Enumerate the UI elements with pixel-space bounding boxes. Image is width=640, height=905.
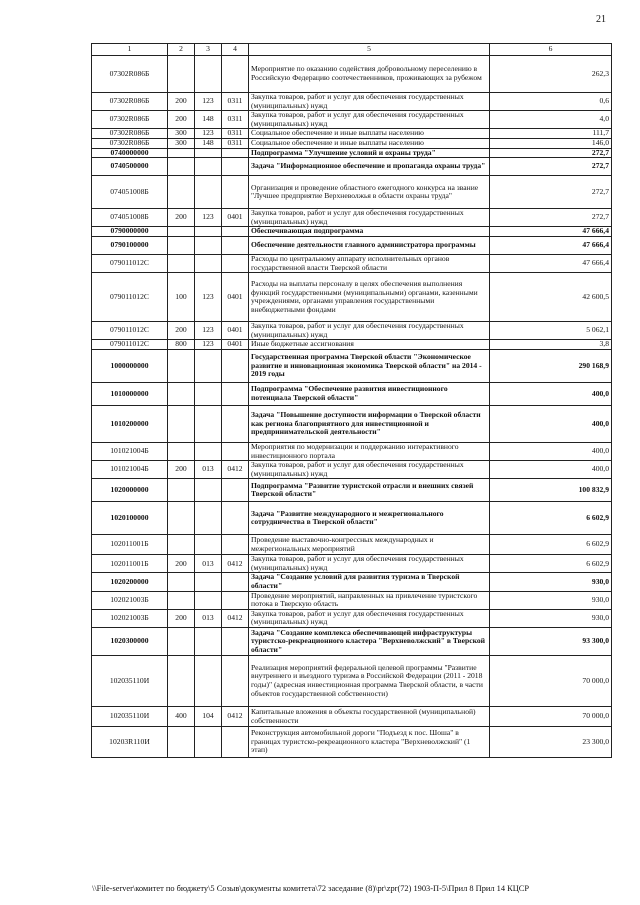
col2-cell xyxy=(168,727,195,758)
table-row xyxy=(92,209,612,227)
table-row xyxy=(92,148,612,158)
col2-cell xyxy=(168,442,195,460)
table-row xyxy=(92,727,612,758)
code-cell: 102035110И xyxy=(92,656,168,707)
name-cell: Закупка товаров, работ и услуг для обеспечения государственных (муниципальных) нужд xyxy=(249,609,490,627)
col4-cell: 0311 xyxy=(222,111,249,129)
name-cell: Капитальные вложения в объекты государственной (муниципальной) собственности xyxy=(249,707,490,727)
value-cell: 272,7 xyxy=(490,176,612,209)
code-cell: 10203R110И xyxy=(92,727,168,758)
table-row xyxy=(92,461,612,479)
code-cell: 0790100000 xyxy=(92,236,168,254)
col2-cell xyxy=(168,479,195,502)
table-row xyxy=(92,236,612,254)
value-cell: 400,0 xyxy=(490,442,612,460)
code-cell: 079011012С xyxy=(92,340,168,350)
value-cell: 4,0 xyxy=(490,111,612,129)
name-cell: Иные бюджетные ассигнования xyxy=(249,340,490,350)
col3-cell xyxy=(195,56,222,93)
table-row xyxy=(92,405,612,442)
table-row xyxy=(92,502,612,535)
code-cell: 101021004Б xyxy=(92,461,168,479)
code-cell: 079011012С xyxy=(92,322,168,340)
col3-cell xyxy=(195,442,222,460)
col3-cell xyxy=(195,591,222,609)
value-cell: 0,6 xyxy=(490,93,612,111)
table-header-row xyxy=(92,44,612,56)
col2-cell: 400 xyxy=(168,707,195,727)
name-cell: Расходы на выплаты персоналу в целях обеспечения выполнения функций государственными (муниципальными) органами, казенными учреждениями, органами управления государственными внебюджетными фондами xyxy=(249,273,490,322)
value-cell: 23 300,0 xyxy=(490,727,612,758)
value-cell: 6 602,9 xyxy=(490,502,612,535)
table-row xyxy=(92,555,612,573)
col4-cell xyxy=(222,442,249,460)
value-cell: 146,0 xyxy=(490,138,612,148)
name-cell: Закупка товаров, работ и услуг для обеспечения государственных (муниципальных) нужд xyxy=(249,322,490,340)
value-cell: 3,8 xyxy=(490,340,612,350)
code-cell: 102035110И xyxy=(92,707,168,727)
table-row xyxy=(92,322,612,340)
table-row xyxy=(92,111,612,129)
col4-cell xyxy=(222,254,249,272)
col3-cell xyxy=(195,176,222,209)
code-cell: 07302R086Б xyxy=(92,138,168,148)
code-cell: 07302R086Б xyxy=(92,56,168,93)
col3-cell: 123 xyxy=(195,340,222,350)
header-col-6: 6 xyxy=(490,44,612,56)
col3-cell xyxy=(195,148,222,158)
value-cell: 400,0 xyxy=(490,405,612,442)
value-cell: 930,0 xyxy=(490,573,612,591)
value-cell: 47 666,4 xyxy=(490,227,612,237)
table-row xyxy=(92,535,612,555)
table-row xyxy=(92,340,612,350)
col2-cell xyxy=(168,254,195,272)
name-cell: Проведение выставочно-конгрессных международных и межрегиональных мероприятий xyxy=(249,535,490,555)
name-cell: Задача "Развитие международного и межрегионального сотрудничества в Тверской области" xyxy=(249,502,490,535)
col4-cell xyxy=(222,591,249,609)
name-cell: Расходы по центральному аппарату исполнительных органов государственной власти Тверской области xyxy=(249,254,490,272)
table-row xyxy=(92,479,612,502)
col4-cell: 0401 xyxy=(222,273,249,322)
col3-cell: 123 xyxy=(195,129,222,139)
col4-cell xyxy=(222,227,249,237)
code-cell: 0790000000 xyxy=(92,227,168,237)
col4-cell xyxy=(222,628,249,656)
col2-cell: 200 xyxy=(168,93,195,111)
col3-cell xyxy=(195,382,222,405)
table-row xyxy=(92,138,612,148)
name-cell: Обеспечивающая подпрограмма xyxy=(249,227,490,237)
code-cell: 102021003Б xyxy=(92,591,168,609)
name-cell: Задача "Информационное обеспечение и пропаганда охраны труда" xyxy=(249,158,490,176)
value-cell: 111,7 xyxy=(490,129,612,139)
table-row xyxy=(92,573,612,591)
name-cell: Подпрограмма "Улучшение условий и охраны труда" xyxy=(249,148,490,158)
col4-cell xyxy=(222,148,249,158)
name-cell: Социальное обеспечение и иные выплаты населению xyxy=(249,129,490,139)
value-cell: 930,0 xyxy=(490,609,612,627)
table-row xyxy=(92,93,612,111)
col3-cell xyxy=(195,236,222,254)
table-row xyxy=(92,707,612,727)
col4-cell xyxy=(222,236,249,254)
col2-cell xyxy=(168,405,195,442)
table-row xyxy=(92,254,612,272)
header-col-4: 4 xyxy=(222,44,249,56)
col3-cell xyxy=(195,656,222,707)
col3-cell xyxy=(195,479,222,502)
col3-cell: 123 xyxy=(195,209,222,227)
col2-cell: 300 xyxy=(168,138,195,148)
table-row xyxy=(92,591,612,609)
code-cell: 1010000000 xyxy=(92,382,168,405)
col2-cell: 200 xyxy=(168,461,195,479)
value-cell: 400,0 xyxy=(490,461,612,479)
value-cell: 70 000,0 xyxy=(490,707,612,727)
col2-cell xyxy=(168,535,195,555)
col2-cell: 200 xyxy=(168,209,195,227)
table-row xyxy=(92,382,612,405)
col2-cell: 200 xyxy=(168,609,195,627)
col2-cell xyxy=(168,176,195,209)
table-row xyxy=(92,656,612,707)
name-cell: Закупка товаров, работ и услуг для обеспечения государственных (муниципальных) нужд xyxy=(249,209,490,227)
value-cell: 262,3 xyxy=(490,56,612,93)
col4-cell xyxy=(222,656,249,707)
code-cell: 0740000000 xyxy=(92,148,168,158)
name-cell: Задача "Повышение доступности информации о Тверской области как региона благоприятного для инвестиционной и предпринимательской деятельности" xyxy=(249,405,490,442)
name-cell: Закупка товаров, работ и услуг для обеспечения государственных (муниципальных) нужд xyxy=(249,555,490,573)
col4-cell xyxy=(222,176,249,209)
col2-cell xyxy=(168,591,195,609)
name-cell: Реконструкция автомобильной дороги "Подъезд к пос. Шоша" в границах туристско-рекреационного кластера "Верхневолжский" (1 этап) xyxy=(249,727,490,758)
col2-cell: 200 xyxy=(168,322,195,340)
col2-cell: 200 xyxy=(168,111,195,129)
code-cell: 1020100000 xyxy=(92,502,168,535)
code-cell: 074051008Б xyxy=(92,176,168,209)
col4-cell: 0412 xyxy=(222,555,249,573)
col3-cell: 104 xyxy=(195,707,222,727)
col3-cell xyxy=(195,502,222,535)
name-cell: Задача "Создание комплекса обеспечивающей инфраструктуры туристско-рекреационного кластера "Верхневолжский" в Тверской области" xyxy=(249,628,490,656)
col2-cell xyxy=(168,227,195,237)
code-cell: 0740500000 xyxy=(92,158,168,176)
col4-cell xyxy=(222,727,249,758)
name-cell: Задача "Создание условий для развития туризма в Тверской области" xyxy=(249,573,490,591)
col2-cell xyxy=(168,158,195,176)
col3-cell: 013 xyxy=(195,609,222,627)
value-cell: 5 062,1 xyxy=(490,322,612,340)
col4-cell: 0412 xyxy=(222,609,249,627)
value-cell: 93 300,0 xyxy=(490,628,612,656)
table-row xyxy=(92,56,612,93)
col3-cell: 123 xyxy=(195,93,222,111)
col4-cell: 0412 xyxy=(222,461,249,479)
col4-cell xyxy=(222,573,249,591)
value-cell: 100 832,9 xyxy=(490,479,612,502)
col2-cell: 800 xyxy=(168,340,195,350)
col4-cell xyxy=(222,158,249,176)
col2-cell xyxy=(168,628,195,656)
col3-cell: 148 xyxy=(195,138,222,148)
name-cell: Проведение мероприятий, направленных на привлечение туристского потока в Тверскую область xyxy=(249,591,490,609)
col3-cell: 123 xyxy=(195,322,222,340)
header-col-1: 1 xyxy=(92,44,168,56)
col2-cell xyxy=(168,656,195,707)
name-cell: Мероприятия по модернизации и поддержанию интерактивного инвестиционного портала xyxy=(249,442,490,460)
value-cell: 272,7 xyxy=(490,148,612,158)
col3-cell xyxy=(195,227,222,237)
col2-cell xyxy=(168,349,195,382)
col3-cell: 013 xyxy=(195,461,222,479)
table-body xyxy=(92,56,612,758)
col3-cell: 013 xyxy=(195,555,222,573)
col3-cell: 123 xyxy=(195,273,222,322)
code-cell: 101021004Б xyxy=(92,442,168,460)
col4-cell: 0311 xyxy=(222,93,249,111)
code-cell: 1020200000 xyxy=(92,573,168,591)
header-col-2: 2 xyxy=(168,44,195,56)
value-cell: 930,0 xyxy=(490,591,612,609)
header-col-5: 5 xyxy=(249,44,490,56)
col4-cell xyxy=(222,535,249,555)
value-cell: 47 666,4 xyxy=(490,236,612,254)
name-cell: Закупка товаров, работ и услуг для обеспечения государственных (муниципальных) нужд xyxy=(249,461,490,479)
col4-cell xyxy=(222,56,249,93)
col3-cell xyxy=(195,349,222,382)
code-cell: 1010200000 xyxy=(92,405,168,442)
col2-cell: 100 xyxy=(168,273,195,322)
table-row xyxy=(92,349,612,382)
col4-cell xyxy=(222,405,249,442)
table-row xyxy=(92,227,612,237)
col2-cell: 200 xyxy=(168,555,195,573)
code-cell: 1020300000 xyxy=(92,628,168,656)
value-cell: 47 666,4 xyxy=(490,254,612,272)
col2-cell xyxy=(168,382,195,405)
col3-cell xyxy=(195,628,222,656)
col2-cell xyxy=(168,56,195,93)
col4-cell: 0401 xyxy=(222,322,249,340)
col3-cell xyxy=(195,405,222,442)
table-row xyxy=(92,628,612,656)
name-cell: Социальное обеспечение и иные выплаты населению xyxy=(249,138,490,148)
col3-cell xyxy=(195,535,222,555)
col4-cell xyxy=(222,349,249,382)
name-cell: Организация и проведение областного ежегодного конкурса на звание "Лучшее предприятие Верхневолжья в области охраны труда" xyxy=(249,176,490,209)
code-cell: 079011012С xyxy=(92,254,168,272)
code-cell: 074051008Б xyxy=(92,209,168,227)
name-cell: Подпрограмма "Обеспечение развития инвестиционного потенциала Тверской области" xyxy=(249,382,490,405)
code-cell: 1020000000 xyxy=(92,479,168,502)
value-cell: 6 602,9 xyxy=(490,535,612,555)
value-cell: 6 602,9 xyxy=(490,555,612,573)
name-cell: Государственная программа Тверской области "Экономическое развитие и инновационная экономика Тверской области" на 2014 - 2019 годы xyxy=(249,349,490,382)
col4-cell: 0401 xyxy=(222,340,249,350)
col2-cell: 300 xyxy=(168,129,195,139)
col4-cell: 0412 xyxy=(222,707,249,727)
name-cell: Закупка товаров, работ и услуг для обеспечения государственных (муниципальных) нужд xyxy=(249,111,490,129)
code-cell: 07302R086Б xyxy=(92,93,168,111)
col3-cell: 148 xyxy=(195,111,222,129)
footer-file-path: \\File-server\комитет по бюджету\5 Созыв\документы комитета\72 заседание (8)\pr\zpr(72) 1903-П-5\Прил 8 Прил 14 КЦСР xyxy=(92,884,529,893)
budget-table xyxy=(91,43,612,758)
code-cell: 079011012С xyxy=(92,273,168,322)
col3-cell xyxy=(195,254,222,272)
header-col-3: 3 xyxy=(195,44,222,56)
name-cell: Мероприятие по оказанию содействия добровольному переселению в Российскую Федерацию соотечественников, проживающих за рубежом xyxy=(249,56,490,93)
code-cell: 102011001Б xyxy=(92,555,168,573)
table-row xyxy=(92,129,612,139)
col2-cell xyxy=(168,573,195,591)
table-row xyxy=(92,176,612,209)
name-cell: Закупка товаров, работ и услуг для обеспечения государственных (муниципальных) нужд xyxy=(249,93,490,111)
col4-cell xyxy=(222,382,249,405)
col2-cell xyxy=(168,502,195,535)
code-cell: 1000000000 xyxy=(92,349,168,382)
col4-cell: 0311 xyxy=(222,138,249,148)
table-row xyxy=(92,442,612,460)
code-cell: 07302R086Б xyxy=(92,111,168,129)
name-cell: Реализация мероприятий федеральной целевой программы "Развитие внутреннего и въездного туризма в Российской Федерации (2011 - 2018 годы)" (адресная инвестиционная программа Тверской области, в части объектов государственной собственности) xyxy=(249,656,490,707)
value-cell: 42 600,5 xyxy=(490,273,612,322)
table-row xyxy=(92,158,612,176)
code-cell: 07302R086Б xyxy=(92,129,168,139)
col3-cell xyxy=(195,158,222,176)
page-number: 21 xyxy=(596,14,606,25)
col2-cell xyxy=(168,236,195,254)
col2-cell xyxy=(168,148,195,158)
value-cell: 272,7 xyxy=(490,158,612,176)
value-cell: 70 000,0 xyxy=(490,656,612,707)
col3-cell xyxy=(195,573,222,591)
name-cell: Подпрограмма "Развитие туристской отрасли и внешних связей Тверской области" xyxy=(249,479,490,502)
table-row xyxy=(92,273,612,322)
code-cell: 102011001Б xyxy=(92,535,168,555)
value-cell: 272,7 xyxy=(490,209,612,227)
col4-cell: 0401 xyxy=(222,209,249,227)
col4-cell: 0311 xyxy=(222,129,249,139)
value-cell: 290 168,9 xyxy=(490,349,612,382)
name-cell: Обеспечение деятельности главного администратора программы xyxy=(249,236,490,254)
col4-cell xyxy=(222,479,249,502)
col3-cell xyxy=(195,727,222,758)
table-row xyxy=(92,609,612,627)
value-cell: 400,0 xyxy=(490,382,612,405)
code-cell: 102021003Б xyxy=(92,609,168,627)
col4-cell xyxy=(222,502,249,535)
